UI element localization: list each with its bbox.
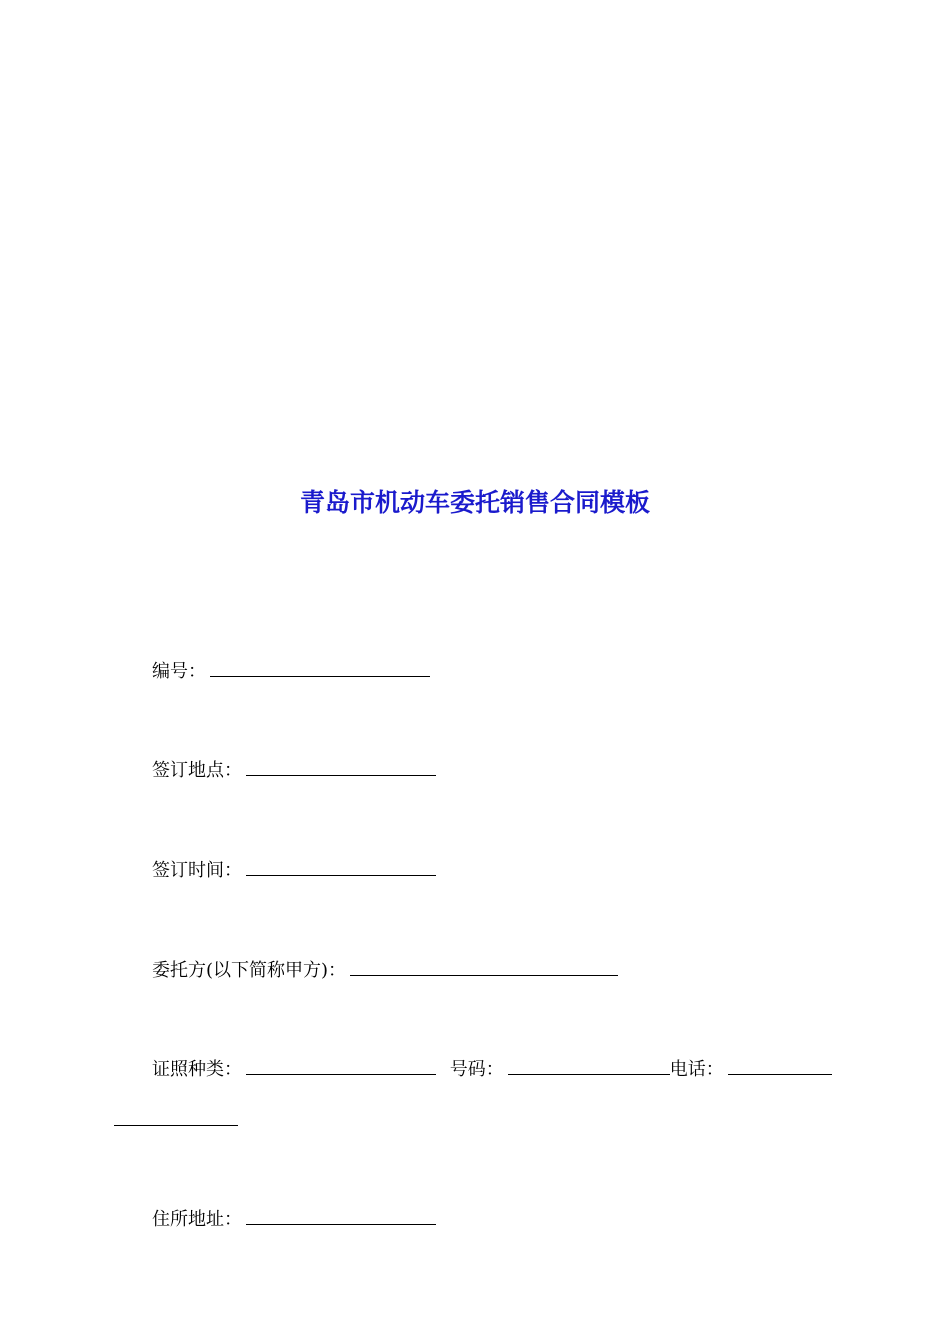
id-type-label: 证照种类： — [152, 1059, 242, 1080]
principal-label: 委托方(以下简称甲方)： — [152, 960, 347, 981]
sign-time-blank[interactable] — [246, 857, 436, 876]
principal-field — [152, 957, 618, 983]
sign-time-label: 签订时间： — [152, 860, 242, 881]
address-label: 住所地址： — [152, 1209, 242, 1230]
id-number-label: 号码： — [449, 1059, 504, 1080]
document-title: 青岛市机动车委托销售合同模板 — [299, 488, 650, 517]
id-info-field — [152, 1056, 832, 1082]
phone-label: 电话： — [669, 1059, 724, 1080]
sign-place-blank[interactable] — [246, 757, 436, 776]
sign-place-label: 签订地点： — [152, 760, 242, 781]
contract-number-blank[interactable] — [210, 658, 430, 677]
contract-number-field — [152, 658, 430, 684]
id-type-blank[interactable] — [246, 1056, 436, 1075]
contract-number-label: 编号： — [152, 661, 206, 682]
phone-blank-continuation[interactable] — [114, 1125, 238, 1126]
sign-time-field — [152, 857, 436, 883]
id-number-blank[interactable] — [508, 1056, 670, 1075]
address-blank[interactable] — [246, 1206, 436, 1225]
sign-place-field — [152, 757, 436, 783]
address-field — [152, 1206, 436, 1232]
phone-blank[interactable] — [728, 1056, 832, 1075]
principal-blank[interactable] — [350, 957, 618, 976]
